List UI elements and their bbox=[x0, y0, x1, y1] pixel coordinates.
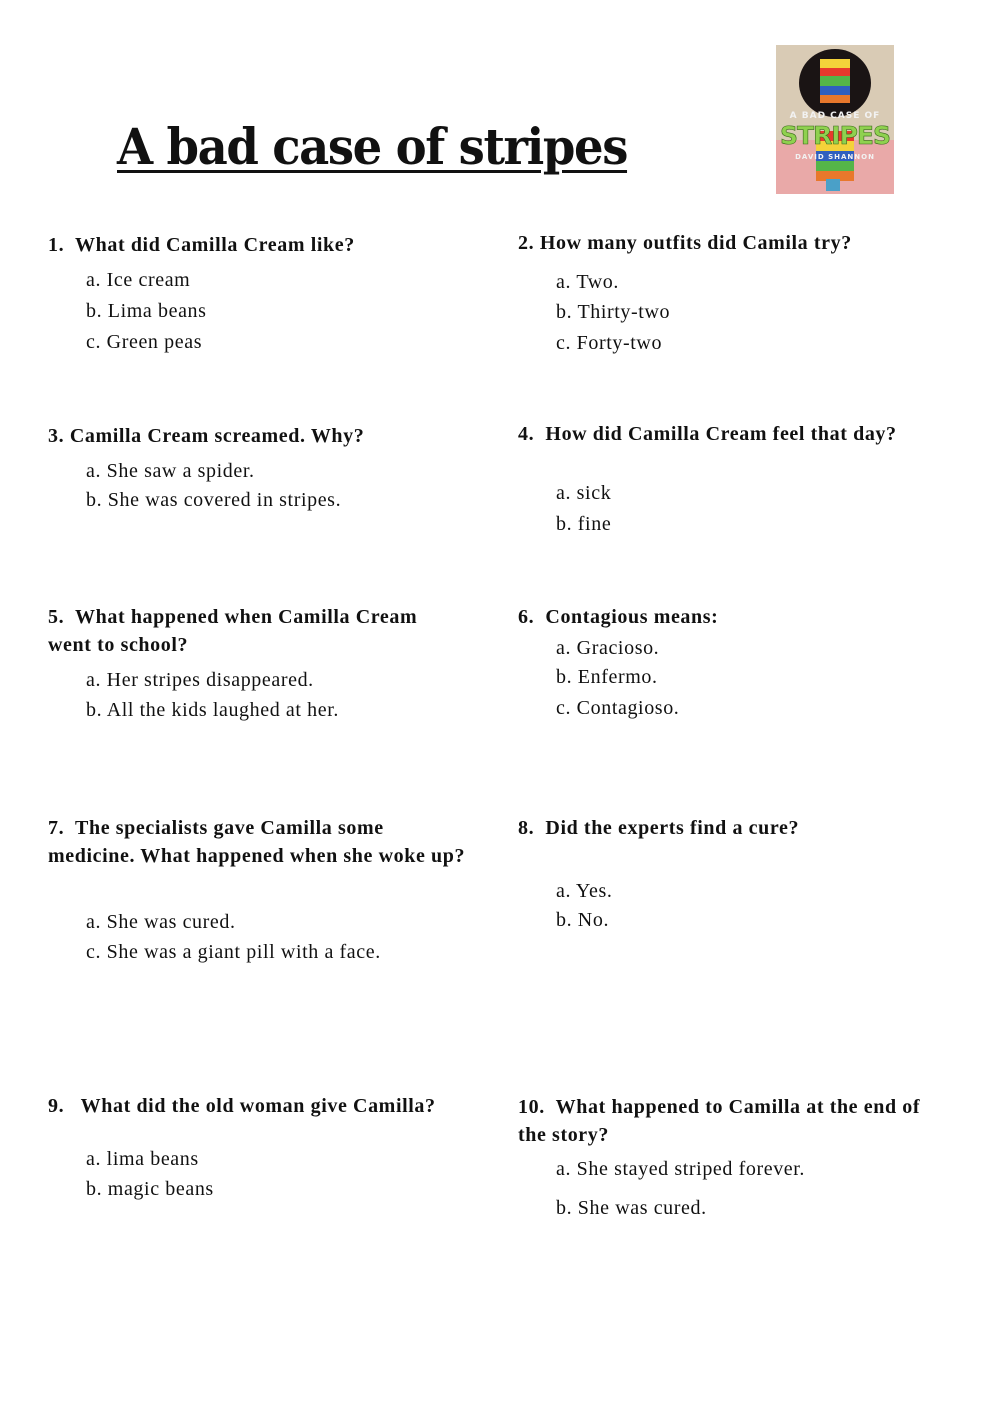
option: a. She was cured. bbox=[86, 911, 236, 933]
option: b. All the kids laughed at her. bbox=[86, 699, 340, 721]
option: a. Ice cream bbox=[86, 269, 191, 291]
question-number: 2. bbox=[518, 232, 535, 254]
question-text: How many outfits did Camila try? bbox=[539, 232, 852, 254]
question-1 bbox=[48, 231, 488, 259]
question-number: 7. bbox=[48, 817, 65, 839]
question-number: 3. bbox=[48, 425, 65, 447]
question-text: Camilla Cream screamed. Why? bbox=[69, 425, 365, 447]
option: c. Green peas bbox=[86, 331, 203, 353]
option: b. Thirty-two bbox=[556, 301, 671, 323]
option: a. lima beans bbox=[86, 1148, 199, 1170]
option: b. She was cured. bbox=[556, 1197, 707, 1219]
option: a. She saw a spider. bbox=[86, 460, 255, 482]
option: b. She was covered in stripes. bbox=[86, 489, 342, 511]
cover-author: DAVID SHANNON bbox=[795, 153, 875, 161]
question-number: 1. bbox=[48, 234, 65, 256]
question-2 bbox=[518, 229, 958, 257]
question-text: Contagious means: bbox=[545, 606, 719, 628]
question-text: How did Camilla Cream feel that day? bbox=[545, 423, 897, 445]
question-number: 5. bbox=[48, 606, 65, 628]
option: b. Lima beans bbox=[86, 300, 207, 322]
cover-title-main: STRIPES bbox=[779, 121, 891, 150]
option: b. Enfermo. bbox=[556, 666, 658, 688]
question-6 bbox=[518, 603, 938, 631]
option: a. Yes. bbox=[556, 880, 613, 902]
question-text: What did Camilla Cream like? bbox=[75, 234, 355, 256]
option: a. sick bbox=[556, 482, 612, 504]
option: b. magic beans bbox=[86, 1178, 214, 1200]
option: b. fine bbox=[556, 513, 612, 535]
question-5 bbox=[48, 603, 448, 659]
question-text: Did the experts find a cure? bbox=[545, 817, 800, 839]
option: a. Gracioso. bbox=[556, 637, 660, 659]
option: c. Forty-two bbox=[556, 332, 663, 354]
question-number: 10. bbox=[518, 1096, 545, 1118]
question-3 bbox=[48, 422, 488, 450]
question-text: What did the old woman give Camilla? bbox=[80, 1095, 436, 1117]
option: c. She was a giant pill with a face. bbox=[86, 941, 381, 963]
question-10 bbox=[518, 1093, 938, 1149]
question-7 bbox=[48, 814, 468, 870]
question-number: 4. bbox=[518, 423, 535, 445]
question-9 bbox=[48, 1094, 468, 1118]
question-text: What happened to Camilla at the end of the story? bbox=[518, 1096, 921, 1146]
cover-title-top: A BAD CASE OF bbox=[789, 111, 881, 121]
option: a. Her stripes disappeared. bbox=[86, 669, 314, 691]
question-4 bbox=[518, 422, 938, 446]
question-number: 8. bbox=[518, 817, 535, 839]
worksheet-title: A bad case of stripes bbox=[117, 117, 628, 176]
question-number: 9. bbox=[48, 1095, 65, 1117]
option: a. Two. bbox=[556, 271, 619, 293]
option: a. She stayed striped forever. bbox=[556, 1158, 806, 1180]
option: b. No. bbox=[556, 909, 610, 931]
question-text: The specialists gave Camilla some medicine. What happened when she woke up? bbox=[48, 817, 466, 867]
option: c. Contagioso. bbox=[556, 697, 680, 719]
question-8 bbox=[518, 814, 818, 842]
question-number: 6. bbox=[518, 606, 535, 628]
question-text: What happened when Camilla Cream went to school? bbox=[48, 606, 418, 656]
book-cover-image bbox=[776, 45, 894, 194]
